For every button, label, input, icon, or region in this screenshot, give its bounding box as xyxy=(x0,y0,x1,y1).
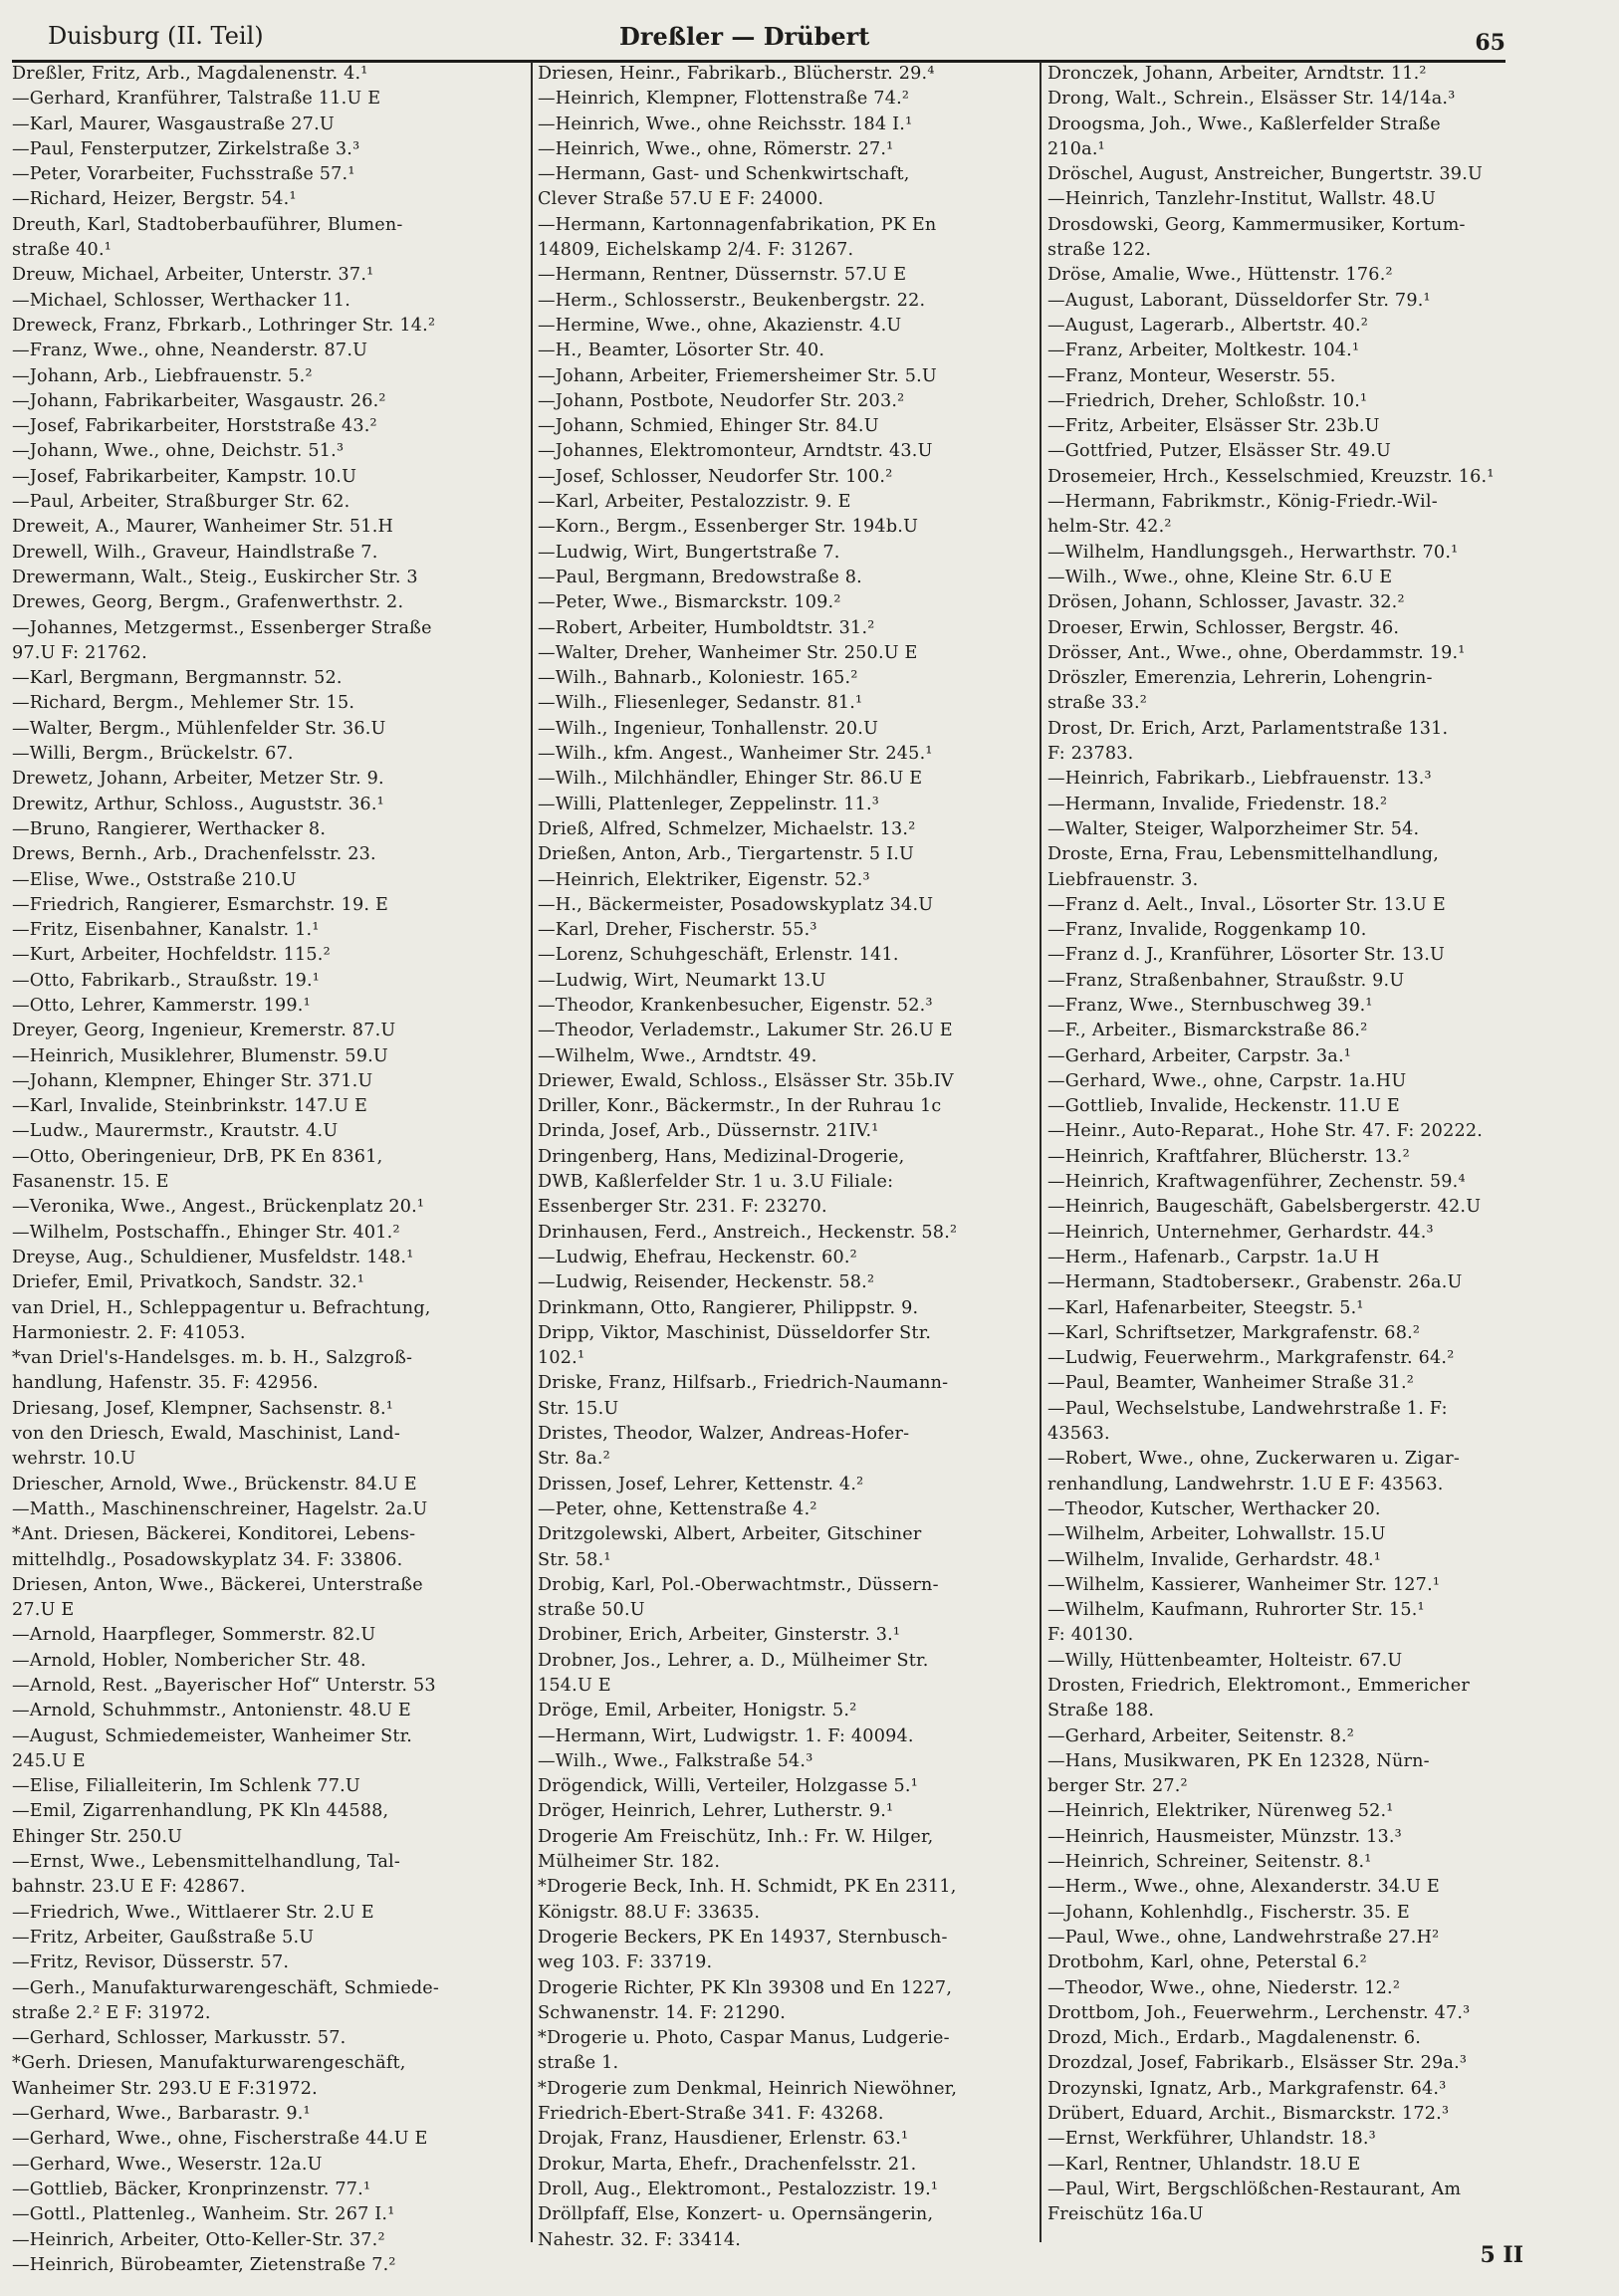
directory-entry: von den Driesch, Ewald, Maschinist, Land- xyxy=(12,1424,400,1445)
directory-entry: 43563. xyxy=(1047,1424,1110,1445)
directory-entry: weg 103. F: 33719. xyxy=(538,1952,713,1973)
directory-entry: Driller, Konr., Bäckermstr., In der Ruhrau 1c xyxy=(538,1096,942,1117)
directory-entry: Dröschel, August, Anstreicher, Bungertstr. 39.U xyxy=(1047,164,1484,185)
directory-entry: Dreyer, Georg, Ingenieur, Kremerstr. 87.U xyxy=(12,1021,396,1041)
directory-entry: —Peter, ohne, Kettenstraße 4.² xyxy=(538,1498,817,1519)
directory-entry: Str. 58.¹ xyxy=(538,1549,611,1570)
directory-entry: Drissen, Josef, Lehrer, Kettenstr. 4.² xyxy=(538,1474,864,1494)
directory-entry: —Ernst, Werkführer, Uhlandstr. 18.³ xyxy=(1047,2129,1376,2150)
directory-entry: Friedrich-Ebert-Straße 341. F: 43268. xyxy=(538,2104,884,2125)
directory-entry: —Johann, Arbeiter, Friemersheimer Str. 5.U xyxy=(538,365,937,386)
directory-entry: —Ludwig, Ehefrau, Heckenstr. 60.² xyxy=(538,1247,857,1267)
directory-entry: —Heinrich, Elektriker, Nürenweg 52.¹ xyxy=(1047,1801,1394,1822)
directory-entry: —Wilh., Wwe., Falkstraße 54.³ xyxy=(538,1750,813,1771)
directory-entry: 27.U E xyxy=(12,1600,75,1621)
directory-entry: —Wilhelm, Kaufmann, Ruhrorter Str. 15.¹ xyxy=(1047,1600,1425,1621)
directory-entry: —Walter, Bergm., Mühlenfelder Str. 36.U xyxy=(12,718,386,739)
directory-entry: Drewell, Wilh., Graveur, Haindlstraße 7. xyxy=(12,542,378,563)
directory-entry: —Gerhard, Arbeiter, Carpstr. 3a.¹ xyxy=(1047,1045,1352,1066)
directory-entry: —Wilhelm, Handlungsgeh., Herwarthstr. 70.¹ xyxy=(1047,542,1459,563)
directory-entry: Schwanenstr. 14. F: 21290. xyxy=(538,2002,787,2023)
directory-entry: —Gerhard, Wwe., Barbarastr. 9.¹ xyxy=(12,2104,311,2125)
directory-entry: —Arnold, Rest. „Bayerischer Hof“ Unterstr. 53 xyxy=(12,1676,436,1696)
directory-column-1 xyxy=(12,62,522,2275)
directory-entry: —Matth., Maschinenschreiner, Hagelstr. 2a.U xyxy=(12,1498,428,1519)
directory-entry: Drewes, Georg, Bergm., Grafenwerthstr. 2. xyxy=(12,592,404,613)
directory-entry: —Heinrich, Kraftwagenführer, Zechenstr. 59.⁴ xyxy=(1047,1172,1466,1193)
directory-entry: —Richard, Bergm., Mehlemer Str. 15. xyxy=(12,693,355,714)
directory-entry: —Gottfried, Putzer, Elsässer Str. 49.U xyxy=(1047,441,1392,462)
directory-entry: Droste, Erna, Frau, Lebensmittelhandlung, xyxy=(1047,844,1440,865)
directory-entry: —Korn., Bergm., Essenberger Str. 194b.U xyxy=(538,517,919,538)
directory-entry: Driesang, Josef, Klempner, Sachsenstr. 8.¹ xyxy=(12,1398,394,1419)
directory-entry: Wanheimer Str. 293.U E F:31972. xyxy=(12,2078,318,2099)
directory-entry: Dröge, Emil, Arbeiter, Honigstr. 5.² xyxy=(538,1701,857,1722)
directory-entry: straße 122. xyxy=(1047,240,1152,261)
directory-entry: —Lorenz, Schuhgeschäft, Erlenstr. 141. xyxy=(538,945,899,966)
directory-entry: 245.U E xyxy=(12,1750,86,1771)
directory-entry: —Karl, Invalide, Steinbrinkstr. 147.U E xyxy=(12,1096,368,1117)
directory-entry: —Peter, Wwe., Bismarckstr. 109.² xyxy=(538,592,841,613)
directory-entry: Liebfrauenstr. 3. xyxy=(1047,869,1199,890)
directory-entry: Drong, Walt., Schrein., Elsässer Str. 14/14a.³ xyxy=(1047,89,1456,110)
directory-entry: —Wilhelm, Postschaffn., Ehinger Str. 401.² xyxy=(12,1222,400,1243)
directory-entry: —Theodor, Krankenbesucher, Eigenstr. 52.³ xyxy=(538,995,933,1016)
directory-entry: mittelhdlg., Posadowskyplatz 34. F: 33806. xyxy=(12,1549,403,1570)
directory-entry: —Wilhelm, Arbeiter, Lohwallstr. 15.U xyxy=(1047,1524,1386,1545)
directory-entry: —Arnold, Hobler, Nombericher Str. 48. xyxy=(12,1650,366,1671)
directory-entry: —August, Lagerarb., Albertstr. 40.² xyxy=(1047,315,1368,336)
directory-entry: —Gerhard, Wwe., ohne, Fischerstraße 44.U E xyxy=(12,2129,428,2150)
directory-entry: —Wilh., Fliesenleger, Sedanstr. 81.¹ xyxy=(538,693,863,714)
directory-entry: —Wilhelm, Invalide, Gerhardstr. 48.¹ xyxy=(1047,1549,1382,1570)
directory-entry: —Karl, Maurer, Wasgaustraße 27.U xyxy=(12,114,335,134)
directory-entry: —Franz, Wwe., ohne, Neanderstr. 87.U xyxy=(12,341,368,361)
directory-entry: Drosten, Friedrich, Elektromont., Emmericher xyxy=(1047,1676,1470,1696)
directory-entry: Drozynski, Ignatz, Arb., Markgrafenstr. 64.³ xyxy=(1047,2078,1447,2099)
directory-entry: —Theodor, Wwe., ohne, Niederstr. 12.² xyxy=(1047,1977,1401,1998)
directory-entry: *van Driel's-Handelsges. m. b. H., Salzgroß- xyxy=(12,1348,413,1369)
printer-signature: 5 II xyxy=(1480,2242,1523,2268)
directory-entry: —Friedrich, Dreher, Schloßstr. 10.¹ xyxy=(1047,390,1368,411)
directory-entry: —Elise, Wwe., Oststraße 210.U xyxy=(12,869,297,890)
directory-entry: Drews, Bernh., Arb., Drachenfelsstr. 23. xyxy=(12,844,376,865)
directory-entry: straße 1. xyxy=(538,2053,619,2074)
directory-entry: —Johannes, Elektromonteur, Arndtstr. 43.U xyxy=(538,441,933,462)
directory-entry: —Michael, Schlosser, Werthacker 11. xyxy=(12,290,350,311)
directory-entry: —Fritz, Arbeiter, Elsässer Str. 23b.U xyxy=(1047,416,1380,437)
directory-entry: Dripp, Viktor, Maschinist, Düsseldorfer Str. xyxy=(538,1322,932,1343)
directory-entry: straße 50.U xyxy=(538,1600,645,1621)
page-header xyxy=(12,18,1505,63)
directory-entry: —Paul, Wechselstube, Landwehrstraße 1. F: xyxy=(1047,1398,1448,1419)
directory-entry: Dreweit, A., Maurer, Wanheimer Str. 51.H xyxy=(12,517,394,538)
directory-entry: —Hermann, Gast- und Schenkwirtschaft, xyxy=(538,164,910,185)
directory-entry: —Franz d. J., Kranführer, Lösorter Str. 13.U xyxy=(1047,945,1446,966)
directory-entry: —Emil, Zigarrenhandlung, PK Kln 44588, xyxy=(12,1801,389,1822)
directory-entry: —Johann, Fabrikarbeiter, Wasgaustr. 26.² xyxy=(12,390,386,411)
directory-entry: Königstr. 88.U F: 33635. xyxy=(538,1902,761,1923)
directory-entry: —Gottlieb, Invalide, Heckenstr. 11.U E xyxy=(1047,1096,1400,1117)
directory-entry: —Franz d. Aelt., Inval., Lösorter Str. 13.U E xyxy=(1047,894,1446,915)
directory-entry: —Willi, Bergm., Brückelstr. 67. xyxy=(12,744,294,765)
directory-entry: —Gerhard, Kranführer, Talstraße 11.U E xyxy=(12,89,381,110)
directory-entry: Fasanenstr. 15. E xyxy=(12,1172,169,1193)
directory-entry: —Karl, Dreher, Fischerstr. 55.³ xyxy=(538,920,817,941)
directory-entry: *Gerh. Driesen, Manufakturwarengeschäft, xyxy=(12,2053,406,2074)
directory-entry: —Josef, Schlosser, Neudorfer Str. 100.² xyxy=(538,466,893,487)
directory-entry: Drinda, Josef, Arb., Düssernstr. 21IV.¹ xyxy=(538,1121,879,1142)
directory-entry: Drewitz, Arthur, Schloss., Auguststr. 36.¹ xyxy=(12,794,384,814)
directory-entry: Drießen, Anton, Arb., Tiergartenstr. 5 I.U xyxy=(538,844,915,865)
directory-entry: Drögendick, Willi, Verteiler, Holzgasse 5.¹ xyxy=(538,1776,918,1797)
directory-entry: —Heinrich, Elektriker, Eigenstr. 52.³ xyxy=(538,869,870,890)
directory-entry: —Wilhelm, Kassierer, Wanheimer Str. 127.¹ xyxy=(1047,1574,1441,1595)
directory-entry: —Johann, Arb., Liebfrauenstr. 5.² xyxy=(12,365,313,386)
directory-entry: —Karl, Hafenarbeiter, Steegstr. 5.¹ xyxy=(1047,1297,1364,1318)
directory-entry: Drobner, Jos., Lehrer, a. D., Mülheimer Str. xyxy=(538,1650,929,1671)
directory-entry: Ehinger Str. 250.U xyxy=(12,1826,183,1847)
directory-entry: —H., Bäckermeister, Posadowskyplatz 34.U xyxy=(538,894,934,915)
directory-entry: —Heinrich, Musiklehrer, Blumenstr. 59.U xyxy=(12,1045,388,1066)
directory-entry: Mülheimer Str. 182. xyxy=(538,1852,721,1873)
directory-entry: Drösser, Ant., Wwe., ohne, Oberdammstr. 19.¹ xyxy=(1047,642,1466,663)
directory-entry: Drokur, Marta, Ehefr., Drachenfelsstr. 21. xyxy=(538,2154,917,2175)
directory-entry: *Drogerie u. Photo, Caspar Manus, Ludgerie- xyxy=(538,2028,950,2049)
directory-entry: Dröllpfaff, Else, Konzert- u. Opernsängerin, xyxy=(538,2204,934,2225)
directory-entry: Dreweck, Franz, Fbrkarb., Lothringer Str. 14.² xyxy=(12,315,436,336)
directory-entry: —Heinrich, Unternehmer, Gerhardstr. 44.³ xyxy=(1047,1222,1434,1243)
directory-entry: helm-Str. 42.² xyxy=(1047,517,1172,538)
directory-entry: —Veronika, Wwe., Angest., Brückenplatz 20.¹ xyxy=(12,1197,425,1218)
directory-entry: 210a.¹ xyxy=(1047,138,1105,159)
directory-entry: —Theodor, Verlademstr., Lakumer Str. 26.U E xyxy=(538,1021,953,1041)
directory-entry: 14809, Eichelskamp 2/4. F: 31267. xyxy=(538,240,854,261)
directory-entry: —Paul, Beamter, Wanheimer Straße 31.² xyxy=(1047,1373,1414,1394)
directory-entry: —Franz, Arbeiter, Moltkestr. 104.¹ xyxy=(1047,341,1360,361)
directory-entry: Dristes, Theodor, Walzer, Andreas-Hofer- xyxy=(538,1424,910,1445)
directory-entry: —Hermann, Rentner, Düssernstr. 57.U E xyxy=(538,265,907,286)
directory-entry: —Ludwig, Feuerwehrm., Markgrafenstr. 64.² xyxy=(1047,1348,1455,1369)
directory-entry: —Bruno, Rangierer, Werthacker 8. xyxy=(12,818,327,839)
directory-entry: Drobig, Karl, Pol.-Oberwachtmstr., Düssern- xyxy=(538,1574,939,1595)
directory-entry: berger Str. 27.² xyxy=(1047,1776,1188,1797)
directory-entry: —Heinrich, Hausmeister, Münzstr. 13.³ xyxy=(1047,1826,1402,1847)
directory-entry: —Heinrich, Baugeschäft, Gabelsbergerstr. 42.U xyxy=(1047,1197,1482,1218)
directory-entry: —Ernst, Wwe., Lebensmittelhandlung, Tal- xyxy=(12,1852,400,1873)
directory-entry: Dritzgolewski, Albert, Arbeiter, Gitschiner xyxy=(538,1524,922,1545)
header-name-range: Dreßler — Drübert xyxy=(619,22,870,51)
directory-entry: —Peter, Vorarbeiter, Fuchsstraße 57.¹ xyxy=(12,164,355,185)
directory-entry: —Johann, Klempner, Ehinger Str. 371.U xyxy=(12,1070,373,1091)
directory-column-2 xyxy=(538,62,1036,2250)
directory-entry: Drojak, Franz, Hausdiener, Erlenstr. 63.¹ xyxy=(538,2129,909,2150)
directory-entry: —Herm., Hafenarb., Carpstr. 1a.U H xyxy=(1047,1247,1380,1267)
directory-entry: *Drogerie zum Denkmal, Heinrich Niewöhner, xyxy=(538,2078,958,2099)
directory-entry: straße 2.² E F: 31972. xyxy=(12,2002,211,2023)
directory-entry: straße 40.¹ xyxy=(12,240,112,261)
directory-entry: —Friedrich, Rangierer, Esmarchstr. 19. E xyxy=(12,894,388,915)
directory-entry: Driewer, Ewald, Schloss., Elsässer Str. 35b.IV xyxy=(538,1070,954,1091)
directory-entry: —Ludwig, Wirt, Bungertstraße 7. xyxy=(538,542,840,563)
directory-entry: —Hermine, Wwe., ohne, Akazienstr. 4.U xyxy=(538,315,902,336)
directory-entry: —Wilh., Bahnarb., Koloniestr. 165.² xyxy=(538,668,858,689)
directory-entry: —Heinrich, Tanzlehr-Institut, Wallstr. 48.U xyxy=(1047,189,1437,210)
directory-entry: —Hermann, Stadtoberseкr., Grabenstr. 26a.U xyxy=(1047,1272,1463,1293)
directory-entry: —Richard, Heizer, Bergstr. 54.¹ xyxy=(12,189,297,210)
directory-entry: Droll, Aug., Elektromont., Pestalozzistr. 19.¹ xyxy=(538,2179,939,2199)
directory-entry: —Fritz, Revisor, Düsserstr. 57. xyxy=(12,1952,290,1973)
directory-entry: Driesen, Heinr., Fabrikarb., Blücherstr. 29.⁴ xyxy=(538,64,935,84)
directory-entry: —H., Beamter, Lösorter Str. 40. xyxy=(538,341,825,361)
directory-entry: —Gerhard, Wwe., ohne, Carpstr. 1a.HU xyxy=(1047,1070,1407,1091)
directory-entry: —Gottlieb, Bäcker, Kronprinzenstr. 77.¹ xyxy=(12,2179,371,2199)
directory-entry: —Gerhard, Schlosser, Markusstr. 57. xyxy=(12,2028,347,2049)
directory-entry: Droogsma, Joh., Wwe., Kaßlerfelder Straße xyxy=(1047,114,1441,134)
directory-entry: —Franz, Monteur, Weserstr. 55. xyxy=(1047,365,1336,386)
directory-entry: —Gerhard, Arbeiter, Seitenstr. 8.² xyxy=(1047,1725,1355,1746)
directory-entry: —Johann, Wwe., ohne, Deichstr. 51.³ xyxy=(12,441,345,462)
directory-entry: handlung, Hafenstr. 35. F: 42956. xyxy=(12,1373,319,1394)
directory-entry: —Heinrich, Klempner, Flottenstraße 74.² xyxy=(538,89,910,110)
directory-entry: —Theodor, Kutscher, Werthacker 20. xyxy=(1047,1498,1381,1519)
directory-entry: Str. 15.U xyxy=(538,1398,619,1419)
directory-entry: —August, Laborant, Düsseldorfer Str. 79.¹ xyxy=(1047,290,1431,311)
directory-entry: Dreuth, Karl, Stadtoberbauführer, Blumen- xyxy=(12,214,403,235)
directory-entry: —Heinr., Auto-Reparat., Hohe Str. 47. F: 20222. xyxy=(1047,1121,1484,1142)
directory-entry: Drogerie Am Freischütz, Inh.: Fr. W. Hilger, xyxy=(538,1826,934,1847)
directory-entry: Dronczek, Johann, Arbeiter, Arndtstr. 11.² xyxy=(1047,64,1427,84)
directory-entry: —Johann, Postbote, Neudorfer Str. 203.² xyxy=(538,390,905,411)
directory-entry: 154.U E xyxy=(538,1676,611,1696)
directory-entry: Str. 8a.² xyxy=(538,1449,610,1470)
directory-entry: Drosemeier, Hrch., Kesselschmied, Kreuzstr. 16.¹ xyxy=(1047,466,1495,487)
directory-entry: —Otto, Lehrer, Kammerstr. 199.¹ xyxy=(12,995,311,1016)
directory-entry: Drozd, Mich., Erdarb., Magdalenenstr. 6. xyxy=(1047,2028,1422,2049)
directory-entry: Nahestr. 32. F: 33414. xyxy=(538,2229,742,2250)
directory-entry: Droeser, Erwin, Schlosser, Bergstr. 46. xyxy=(1047,617,1400,638)
directory-entry: —Karl, Schriftsetzer, Markgrafenstr. 68.² xyxy=(1047,1322,1421,1343)
directory-entry: Drosdowski, Georg, Kammermusiker, Kortum- xyxy=(1047,214,1466,235)
directory-entry: —Hans, Musikwaren, PK En 12328, Nürn- xyxy=(1047,1750,1430,1771)
header-city: Duisburg (II. Teil) xyxy=(48,22,264,50)
directory-entry: —Franz, Invalide, Roggenkamp 10. xyxy=(1047,920,1367,941)
directory-entry: —Wilh., Ingenieur, Tonhallenstr. 20.U xyxy=(538,718,879,739)
directory-entry: Drobiner, Erich, Arbeiter, Ginsterstr. 3.¹ xyxy=(538,1625,901,1646)
directory-column-3 xyxy=(1047,62,1505,2242)
directory-entry: —Heinrich, Arbeiter, Otto-Keller-Str. 37.² xyxy=(12,2229,385,2250)
directory-entry: —Franz, Straßenbahner, Straußstr. 9.U xyxy=(1047,970,1405,991)
directory-entry: —Herm., Schlosserstr., Beukenbergstr. 22. xyxy=(538,290,926,311)
directory-entry: Drübert, Eduard, Archit., Bismarckstr. 172.³ xyxy=(1047,2104,1450,2125)
directory-entry: —Ludw., Maurermstr., Krautstr. 4.U xyxy=(12,1121,339,1142)
directory-entry: Harmoniestr. 2. F: 41053. xyxy=(12,1322,246,1343)
directory-entry: Dreyse, Aug., Schuldiener, Musfeldstr. 148.¹ xyxy=(12,1247,414,1267)
directory-entry: —Hermann, Wirt, Ludwigstr. 1. F: 40094. xyxy=(538,1725,914,1746)
directory-entry: —Heinrich, Wwe., ohne Reichsstr. 184 I.¹ xyxy=(538,114,913,134)
directory-entry: —Karl, Arbeiter, Pestalozzistr. 9. E xyxy=(538,492,851,513)
directory-entry: Drogerie Richter, PK Kln 39308 und En 1227, xyxy=(538,1977,953,1998)
directory-entry: —Gerhard, Wwe., Weserstr. 12a.U xyxy=(12,2154,323,2175)
directory-entry: —Hermann, Fabrikmstr., König-Friedr.-Wil- xyxy=(1047,492,1438,513)
directory-entry: —Robert, Arbeiter, Humboldtstr. 31.² xyxy=(538,617,875,638)
directory-entry: —F., Arbeiter., Bismarckstraße 86.² xyxy=(1047,1021,1368,1041)
directory-entry: Drinhausen, Ferd., Anstreich., Heckenstr. 58.² xyxy=(538,1222,958,1243)
directory-entry: —Fritz, Eisenbahner, Kanalstr. 1.¹ xyxy=(12,920,320,941)
directory-entry: —Willi, Plattenleger, Zeppelinstr. 11.³ xyxy=(538,794,880,814)
directory-entry: —Kurt, Arbeiter, Hochfeldstr. 115.² xyxy=(12,945,331,966)
directory-entry: —Wilhelm, Wwe., Arndtstr. 49. xyxy=(538,1045,817,1066)
directory-entry: —Paul, Arbeiter, Straßburger Str. 62. xyxy=(12,492,350,513)
directory-entry: F: 40130. xyxy=(1047,1625,1134,1646)
directory-entry: —Johann, Kohlenhdlg., Fischerstr. 35. E xyxy=(1047,1902,1410,1923)
directory-entry: Drinkmann, Otto, Rangierer, Philippstr. 9. xyxy=(538,1297,919,1318)
directory-entry: Straße 188. xyxy=(1047,1701,1155,1722)
directory-entry: wehrstr. 10.U xyxy=(12,1449,136,1470)
directory-entry: 97.U F: 21762. xyxy=(12,642,147,663)
directory-entry: straße 33.² xyxy=(1047,693,1147,714)
directory-entry: —Heinrich, Kraftfahrer, Blücherstr. 13.² xyxy=(1047,1146,1410,1167)
directory-entry: —Ludwig, Reisender, Heckenstr. 58.² xyxy=(538,1272,875,1293)
directory-entry: —Josef, Fabrikarbeiter, Horststraße 43.² xyxy=(12,416,377,437)
directory-entry: —Gerh., Manufakturwarengeschäft, Schmiede- xyxy=(12,1977,440,1998)
directory-entry: Drewermann, Walt., Steig., Euskircher Str. 3 xyxy=(12,567,418,587)
directory-entry: Essenberger Str. 231. F: 23270. xyxy=(538,1197,827,1218)
directory-entry: Drieß, Alfred, Schmelzer, Michaelstr. 13.² xyxy=(538,818,916,839)
directory-entry: Dröszler, Emerenzia, Lehrerin, Lohengrin- xyxy=(1047,668,1433,689)
directory-entry: Freischütz 16a.U xyxy=(1047,2204,1204,2225)
directory-entry: —Robert, Wwe., ohne, Zuckerwaren u. Zigar- xyxy=(1047,1449,1461,1470)
directory-entry: —Johann, Schmied, Ehinger Str. 84.U xyxy=(538,416,879,437)
directory-entry: —Heinrich, Schreiner, Seitenstr. 8.¹ xyxy=(1047,1852,1372,1873)
directory-entry: *Drogerie Beck, Inh. H. Schmidt, PK En 2311, xyxy=(538,1877,957,1898)
directory-entry: —Willy, Hüttenbeamter, Holteistr. 67.U xyxy=(1047,1650,1403,1671)
directory-entry: Drösen, Johann, Schlosser, Javastr. 32.² xyxy=(1047,592,1405,613)
directory-entry: —Heinrich, Fabrikarb., Liebfrauenstr. 13.³ xyxy=(1047,769,1432,790)
directory-entry: —Paul, Wirt, Bergschlößchen-Restaurant, Am xyxy=(1047,2179,1462,2199)
directory-entry: Dringenberg, Hans, Medizinal-Drogerie, xyxy=(538,1146,905,1167)
directory-entry: —Ludwig, Wirt, Neumarkt 13.U xyxy=(538,970,826,991)
directory-entry: —Elise, Filialleiterin, Im Schlenk 77.U xyxy=(12,1776,360,1797)
directory-entry: 102.¹ xyxy=(538,1348,585,1369)
directory-entry: —Paul, Wwe., ohne, Landwehrstraße 27.H² xyxy=(1047,1927,1440,1948)
directory-entry: —Paul, Bergmann, Bredowstraße 8. xyxy=(538,567,862,587)
directory-entry: Drewetz, Johann, Arbeiter, Metzer Str. 9. xyxy=(12,769,384,790)
directory-entry: —Paul, Fensterputzer, Zirkelstraße 3.³ xyxy=(12,138,360,159)
directory-entry: —August, Schmiedemeister, Wanheimer Str. xyxy=(12,1725,413,1746)
directory-entry: —Franz, Wwe., Sternbuschweg 39.¹ xyxy=(1047,995,1373,1016)
directory-entry: —Gottl., Plattenleg., Wanheim. Str. 267 I.¹ xyxy=(12,2204,395,2225)
directory-entry: —Walter, Dreher, Wanheimer Str. 250.U E xyxy=(538,642,918,663)
directory-entry: —Heinrich, Bürobeamter, Zietenstraße 7.² xyxy=(12,2254,396,2275)
directory-entry: —Karl, Bergmann, Bergmannstr. 52. xyxy=(12,668,343,689)
directory-entry: *Ant. Driesen, Bäckerei, Konditorei, Lebens- xyxy=(12,1524,416,1545)
directory-entry: renhandlung, Landwehrstr. 1.U E F: 43563. xyxy=(1047,1474,1444,1494)
directory-entry: Drottbom, Joh., Feuerwehrm., Lerchenstr. 47.³ xyxy=(1047,2002,1471,2023)
page-number: 65 xyxy=(1475,30,1505,56)
directory-entry: —Arnold, Schuhmmstr., Antonienstr. 48.U E xyxy=(12,1701,411,1722)
directory-entry: —Hermann, Invalide, Friedenstr. 18.² xyxy=(1047,794,1388,814)
directory-entry: —Heinrich, Wwe., ohne, Römerstr. 27.¹ xyxy=(538,138,894,159)
directory-entry: —Wilh., Milchhändler, Ehinger Str. 86.U E xyxy=(538,769,923,790)
directory-entry: bahnstr. 23.U E F: 42867. xyxy=(12,1877,246,1898)
directory-entry: van Driel, H., Schleppagentur u. Befrachtung, xyxy=(12,1297,431,1318)
directory-entry: —Wilh., Wwe., ohne, Kleine Str. 6.U E xyxy=(1047,567,1393,587)
directory-entry: Drotbohm, Karl, ohne, Peterstal 6.² xyxy=(1047,1952,1367,1973)
directory-entry: F: 23783. xyxy=(1047,744,1134,765)
directory-entry: Driescher, Arnold, Wwe., Brückenstr. 84.U E xyxy=(12,1474,417,1494)
directory-entry: —Josef, Fabrikarbeiter, Kampstr. 10.U xyxy=(12,466,357,487)
directory-entry: —Friedrich, Wwe., Wittlaerer Str. 2.U E xyxy=(12,1902,374,1923)
directory-entry: Driefer, Emil, Privatkoch, Sandstr. 32.¹ xyxy=(12,1272,365,1293)
directory-entry: Dreßler, Fritz, Arb., Magdalenenstr. 4.¹ xyxy=(12,64,368,84)
directory-entry: Drost, Dr. Erich, Arzt, Parlamentstraße 131. xyxy=(1047,718,1449,739)
directory-entry: Dröger, Heinrich, Lehrer, Lutherstr. 9.¹ xyxy=(538,1801,894,1822)
directory-entry: Driske, Franz, Hilfsarb., Friedrich-Naumann- xyxy=(538,1373,949,1394)
directory-entry: Drogerie Beckers, PK En 14937, Sternbusch- xyxy=(538,1927,948,1948)
directory-entry: DWB, Kaßlerfelder Str. 1 u. 3.U Filiale: xyxy=(538,1172,894,1193)
directory-entry: —Johannes, Metzgermst., Essenberger Straße xyxy=(12,617,432,638)
directory-entry: —Herm., Wwe., ohne, Alexanderstr. 34.U E xyxy=(1047,1877,1440,1898)
directory-entry: —Fritz, Arbeiter, Gaußstraße 5.U xyxy=(12,1927,315,1948)
directory-entry: —Otto, Fabrikarb., Straußstr. 19.¹ xyxy=(12,970,321,991)
directory-entry: Dröse, Amalie, Wwe., Hüttenstr. 176.² xyxy=(1047,265,1393,286)
directory-entry: —Karl, Rentner, Uhlandstr. 18.U E xyxy=(1047,2154,1361,2175)
directory-entry: Driesen, Anton, Wwe., Bäckerei, Unterstraße xyxy=(12,1574,423,1595)
directory-entry: —Wilh., kfm. Angest., Wanheimer Str. 245.¹ xyxy=(538,744,933,765)
directory-entry: —Arnold, Haarpfleger, Sommerstr. 82.U xyxy=(12,1625,376,1646)
directory-entry: —Walter, Steiger, Walporzheimer Str. 54. xyxy=(1047,818,1420,839)
directory-entry: Drozdzal, Josef, Fabrikarb., Elsässer Str. 29a.³ xyxy=(1047,2053,1468,2074)
directory-entry: Clever Straße 57.U E F: 24000. xyxy=(538,189,824,210)
directory-entry: —Hermann, Kartonnagenfabrikation, PK En xyxy=(538,214,937,235)
directory-entry: —Otto, Oberingenieur, DrB, PK En 8361, xyxy=(12,1146,383,1167)
directory-entry: Dreuw, Michael, Arbeiter, Unterstr. 37.¹ xyxy=(12,265,374,286)
